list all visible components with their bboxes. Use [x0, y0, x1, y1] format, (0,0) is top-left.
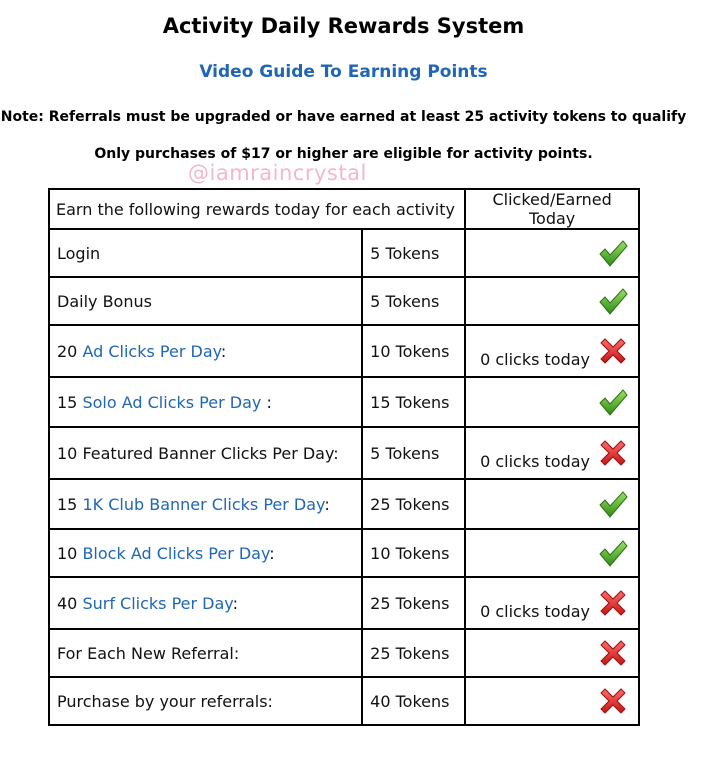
checkmark-icon [598, 238, 628, 268]
tokens-value: 10 Tokens [370, 341, 450, 361]
table-row [49, 325, 639, 377]
cross-icon [598, 336, 628, 366]
checkmark-icon [598, 538, 628, 568]
tokens-cell [362, 229, 465, 277]
activity-link[interactable]: Block Ad Clicks Per Day [82, 543, 270, 563]
table-header-row [49, 189, 639, 229]
cross-icon [598, 686, 628, 716]
status-cell [465, 529, 639, 577]
tokens-cell [362, 577, 465, 629]
cross-icon [598, 588, 628, 618]
clicks-today: 0 clicks today [480, 601, 590, 621]
tokens-cell [362, 377, 465, 427]
table-row [49, 629, 639, 677]
activity-suffix: : [220, 341, 227, 361]
table-row [49, 529, 639, 577]
tokens-cell [362, 325, 465, 377]
tokens-value: 25 Tokens [370, 593, 450, 613]
table-row [49, 277, 639, 325]
status-cell [465, 479, 639, 529]
activity-cell [49, 229, 362, 277]
table-row [49, 427, 639, 479]
tokens-cell [362, 629, 465, 677]
table-row [49, 677, 639, 725]
status-cell [465, 229, 639, 277]
tokens-value: 10 Tokens [370, 543, 450, 563]
activity-text: 40 [57, 593, 83, 613]
activity-text: Login [57, 243, 101, 263]
activity-cell [49, 529, 362, 577]
tokens-value: 5 Tokens [370, 243, 440, 263]
checkmark-icon [598, 489, 628, 519]
status-cell [465, 577, 639, 629]
tokens-cell [362, 277, 465, 325]
activity-cell [49, 577, 362, 629]
activity-suffix: : [324, 494, 330, 514]
tokens-value: 40 Tokens [370, 691, 450, 711]
video-guide-link[interactable]: Video Guide To Earning Points [199, 62, 488, 82]
activity-suffix: : [269, 543, 275, 563]
activity-suffix: : [261, 392, 272, 412]
activity-cell [49, 277, 362, 325]
watermark-text: @iamraincrystal [188, 161, 367, 185]
tokens-value: 15 Tokens [370, 392, 450, 412]
status-cell [465, 377, 639, 427]
activity-cell [49, 479, 362, 529]
activity-cell [49, 377, 362, 427]
activity-link[interactable]: Solo Ad Clicks Per Day [82, 392, 262, 412]
cross-icon [598, 438, 628, 468]
activity-link[interactable]: 1K Club Banner Clicks Per Day [82, 494, 325, 514]
activity-text: For Each New Referral: [57, 643, 240, 663]
activity-cell [49, 677, 362, 725]
activity-text: 10 [57, 543, 83, 563]
purchase-note: Only purchases of $17 or higher are eligible for activity points. [94, 146, 593, 162]
header-status: Clicked/Earned Today [465, 189, 639, 229]
table-row [49, 479, 639, 529]
status-cell [465, 325, 639, 377]
activity-text: Purchase by your referrals: [57, 691, 273, 711]
activity-text: 15 [57, 494, 83, 514]
tokens-value: 25 Tokens [370, 643, 450, 663]
status-cell [465, 277, 639, 325]
table-row [49, 377, 639, 427]
activity-link[interactable]: Surf Clicks Per Day [82, 593, 233, 613]
activity-cell [49, 629, 362, 677]
status-cell [465, 677, 639, 725]
clicks-today: 0 clicks today [480, 349, 590, 369]
tokens-value: 5 Tokens [370, 291, 440, 311]
activity-text: 15 [57, 392, 83, 412]
table-row [49, 577, 639, 629]
tokens-cell [362, 479, 465, 529]
activity-suffix: : [232, 593, 238, 613]
clicks-today: 0 clicks today [480, 451, 590, 471]
checkmark-icon [598, 387, 628, 417]
tokens-value: 25 Tokens [370, 494, 450, 514]
tokens-value: 5 Tokens [370, 443, 440, 463]
tokens-cell [362, 677, 465, 725]
page-title: Activity Daily Rewards System [162, 14, 525, 38]
activity-cell [49, 427, 362, 479]
activity-link[interactable]: Ad Clicks Per Day [82, 341, 221, 361]
checkmark-icon [598, 286, 628, 316]
rewards-table [48, 188, 640, 726]
referral-note: Note: Referrals must be upgraded or have earned at least 25 activity tokens to qualify [0, 109, 687, 125]
tokens-cell [362, 427, 465, 479]
activity-text: 10 Featured Banner Clicks Per Day: [57, 443, 339, 463]
status-cell [465, 629, 639, 677]
activity-text: Daily Bonus [57, 291, 152, 311]
table-row [49, 229, 639, 277]
header-activity: Earn the following rewards today for each activity [49, 189, 465, 229]
cross-icon [598, 638, 628, 668]
status-cell [465, 427, 639, 479]
tokens-cell [362, 529, 465, 577]
activity-text: 20 [57, 341, 83, 361]
activity-cell [49, 325, 362, 377]
